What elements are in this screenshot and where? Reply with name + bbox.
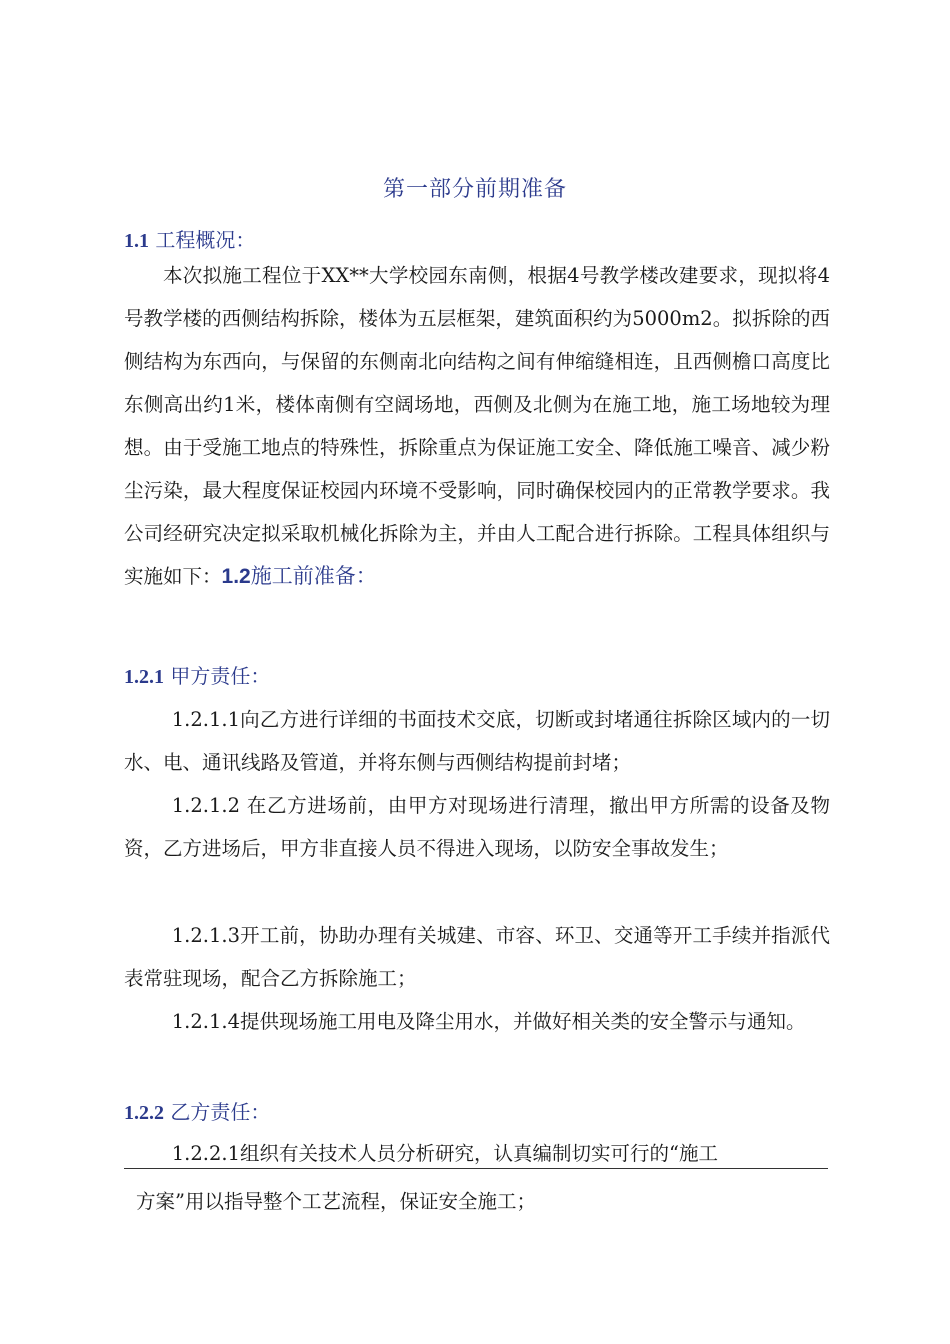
clause-1-2-1-3: 1.2.1.3开工前，协助办理有关城建、市容、环卫、交通等开工手续并指派代表常驻现场，配合乙方拆除施工； [124,924,830,990]
overview-text: 本次拟施工程位于XX**大学校园东南侧，根据4号教学楼改建要求，现拟将4号教学楼的西侧结构拆除，楼体为五层框架，建筑面积约为5000m2。拟拆除的西侧结构为东西向，与保留的东侧南北向结构之间有伸缩缝相连，且西侧檐口高度比东侧高出约1米，楼体南侧有空阔场地，西侧及北侧为在施工地，施工场地较为理想。由于受施工地点的特殊性，拆除重点为保证施工安全、降低施工噪音、减少粉尘污染，最大程度保证校园内环境不受影响，同时确保校园内的正常教学要求。我公司经研究决定拟采取机械化拆除为主，并由人工配合进行拆除。工程具体组织与实施如下： [124,264,830,588]
clause-1-2-2-1-first-line: 1.2.2.1组织有关技术人员分析研究，认真编制切实可行的“施工 [171,1142,718,1165]
section-label: 乙方责任： [170,1100,271,1124]
section-number: 1.1 [124,230,149,252]
clause-1-2-1-2: 1.2.1.2 在乙方进场前，由甲方对现场进行清理，撤出甲方所需的设备及物资，乙方进场后，甲方非直接人员不得进入现场，以防安全事故发生； [124,794,830,860]
page-title: 第一部分前期准备 [382,177,567,202]
section-label: 工程概况： [155,228,256,252]
clause-1-2-1-1: 1.2.1.1向乙方进行详细的书面技术交底，切断或封堵通往拆除区域内的一切水、电、通讯线路及管道，并将东侧与西侧结构提前封堵； [124,708,830,774]
clause-1-2-2-1-continued: 方案”用以指导整个工艺流程，保证安全施工； [136,1190,536,1213]
section-label: 施工前准备： [250,564,377,588]
section-number: 1.2 [221,565,251,588]
section-number: 1.2.1 [124,666,164,688]
page-divider [124,1168,828,1169]
section-heading-1-1 [124,224,255,253]
section-heading-1-2 [222,564,377,588]
section-label: 甲方责任： [170,664,271,688]
section-heading-1-2-2 [124,1096,270,1125]
section-number: 1.2.2 [124,1102,164,1124]
clause-1-2-1-4: 1.2.1.4提供现场施工用电及降尘用水，并做好相关类的安全警示与通知。 [171,1010,806,1033]
overview-paragraph [124,254,830,598]
section-heading-1-2-1 [124,660,270,689]
